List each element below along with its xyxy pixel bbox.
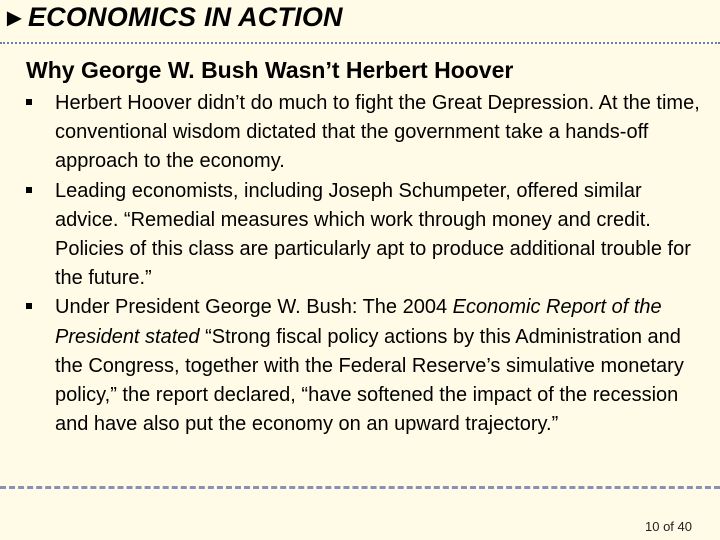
square-bullet-icon (26, 303, 32, 309)
top-dotted-divider (0, 42, 720, 44)
triangle-bullet-icon: ► (2, 4, 27, 32)
slide-subtitle: Why George W. Bush Wasn’t Herbert Hoover (26, 57, 514, 83)
bullet-item (26, 177, 706, 294)
header-title-text: ECONOMICS IN ACTION (27, 2, 343, 32)
bottom-dashed-divider (0, 486, 720, 489)
page-number: 10 of 40 (645, 519, 692, 534)
report-title-italic: Economic Report of the President stated (55, 296, 662, 348)
bullet-item (26, 89, 706, 177)
slide-header (0, 0, 720, 36)
square-bullet-icon (26, 99, 32, 105)
bullet-text-part: Under President George W. Bush: The 2004 (55, 296, 453, 319)
bullet-text-part: “Strong fiscal policy actions by this Administration and the Congress, together with the Federal Reserve’s simulative monetary policy,” the report declared, “have softened the impact of the recession and have also put the economy on an upward trajectory.” (55, 325, 684, 436)
header-title (2, 0, 343, 35)
bullet-text: Leading economists, including Joseph Schumpeter, offered similar advice. “Remedial measures which work through money and credit. Policies of this class are particularly apt to produce additional trouble for the future.” (55, 179, 691, 290)
bullet-text (55, 296, 684, 435)
bullet-list (26, 89, 706, 439)
bullet-text: Herbert Hoover didn’t do much to fight the Great Depression. At the time, conventional wisdom dictated that the government take a hands-off approach to the economy. (55, 92, 700, 173)
bullet-item (26, 293, 706, 439)
square-bullet-icon (26, 187, 32, 193)
